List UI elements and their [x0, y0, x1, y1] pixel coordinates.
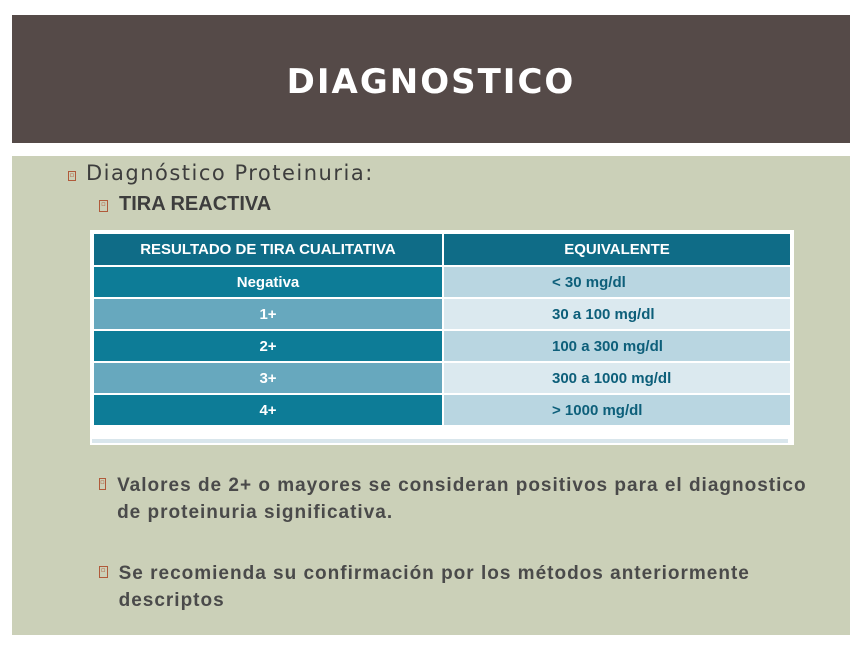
paragraph-positive-values: [99, 472, 819, 526]
table-cell-result: 3+: [93, 362, 443, 394]
table-header-result: RESULTADO DE TIRA CUALITATIVA: [93, 233, 443, 266]
bullet-square-icon: ▫: [99, 478, 106, 490]
table-cell-equivalent: > 1000 mg/dl: [443, 394, 791, 426]
reactive-strip-table-frame: [90, 230, 794, 445]
table-row: [93, 266, 791, 298]
paragraph-positive-values-text: Valores de 2+ o mayores se consideran positivos para el diagnostico de proteinuria significativa.: [117, 475, 807, 523]
table-header-equivalent: EQUIVALENTE: [443, 233, 791, 266]
bullet-level1: [68, 161, 374, 185]
bullet-square-icon: ▫: [99, 200, 108, 212]
paragraph-confirmation-text: Se recomienda su confirmación por los métodos anteriormente descriptos: [118, 563, 750, 611]
table-cell-equivalent: 100 a 300 mg/dl: [443, 330, 791, 362]
reactive-strip-table: [92, 232, 792, 427]
table-row: [93, 298, 791, 330]
slide-title: DIAGNOSTICO: [286, 62, 576, 102]
paragraph-confirmation: [99, 560, 819, 614]
table-cell-result: 2+: [93, 330, 443, 362]
table-row: [93, 362, 791, 394]
bullet-level2: [99, 193, 271, 216]
table-cell-equivalent: 300 a 1000 mg/dl: [443, 362, 791, 394]
title-bar: [12, 15, 850, 143]
table-row: [93, 330, 791, 362]
table-cell-result: 1+: [93, 298, 443, 330]
table-cell-result: 4+: [93, 394, 443, 426]
table-cell-equivalent: 30 a 100 mg/dl: [443, 298, 791, 330]
bullet-level2-text: TIRA REACTIVA: [119, 193, 272, 215]
table-cell-equivalent: < 30 mg/dl: [443, 266, 791, 298]
table-row: [93, 394, 791, 426]
table-header-row: [93, 233, 791, 266]
bullet-level1-text: Diagnóstico Proteinuria:: [86, 161, 374, 185]
bullet-square-icon: ▫: [69, 171, 75, 179]
table-cell-result: Negativa: [93, 266, 443, 298]
table-bottom-border: [92, 439, 788, 443]
bullet-square-icon: ▫: [99, 566, 108, 578]
